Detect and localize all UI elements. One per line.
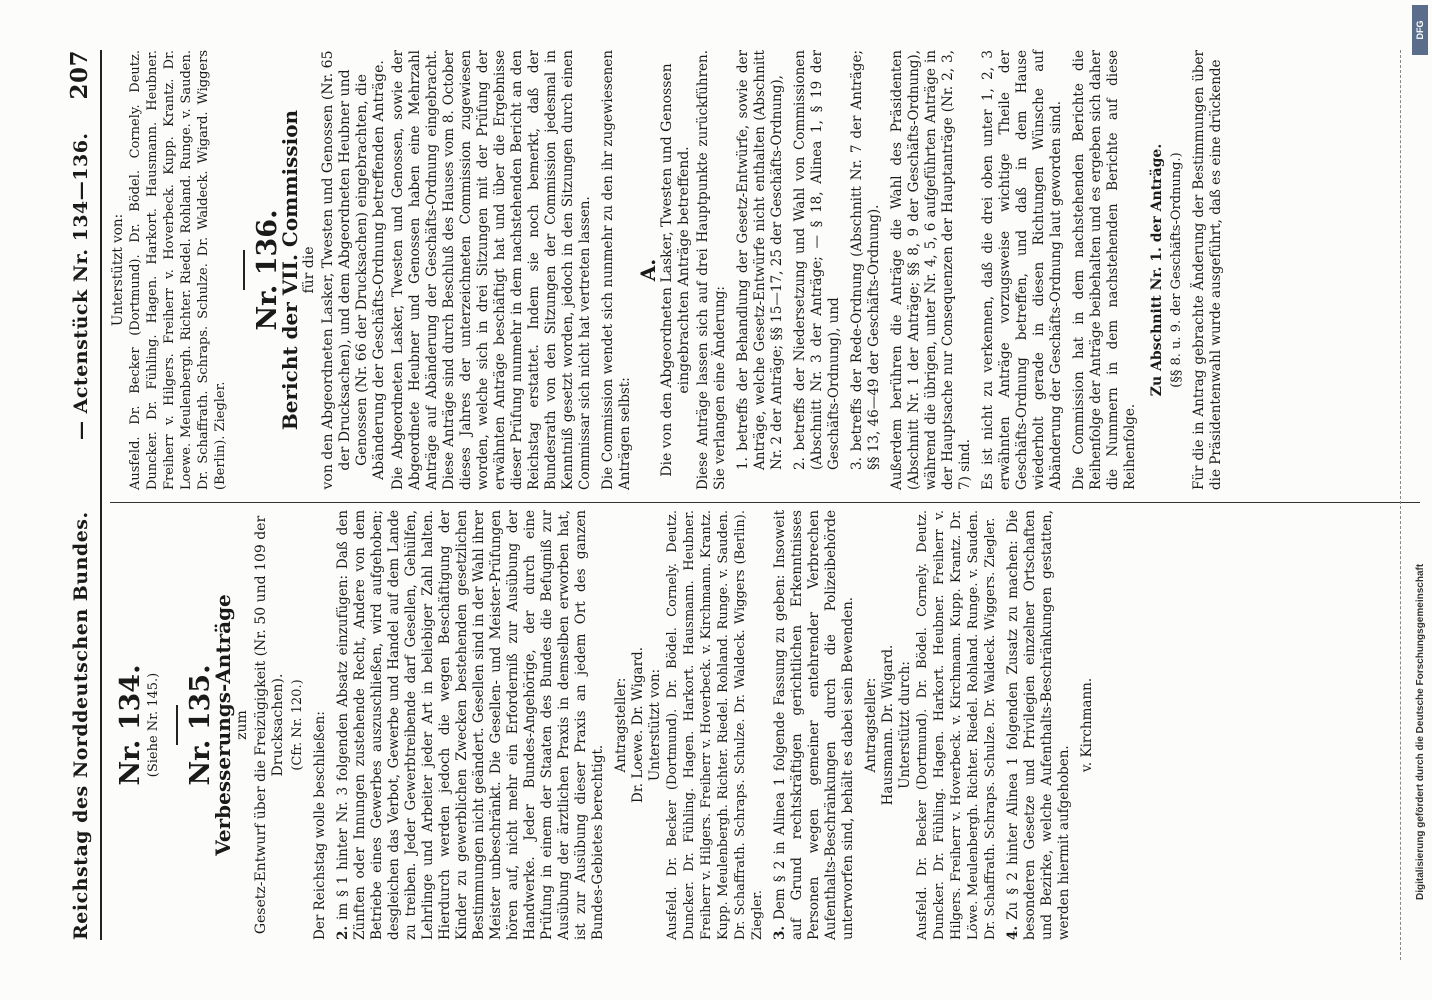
page-number: 207 (66, 50, 93, 100)
nr135-ref: (Cfr. Nr. 120.) (290, 679, 305, 771)
nr134-ref: (Siehe Nr. 145.) (146, 672, 161, 778)
nr136-subject: von den Abgeordneten Lasker, Twesten und Genossen (Nr. 65 der Drucksachen), und dem Abgeordneten Heubner und Genossen (Nr. 66 der Drucksachen) eingebrachten, die Abänderung der Geschäfts-Ordnung betreffenden Anträge. (320, 50, 387, 490)
support2-label: Unterstützt durch: (897, 661, 913, 789)
nr135-subject: Gesetz-Entwurf über die Freizügigkeit (Nr. 50 und 109 der Drucksachen). (253, 515, 286, 935)
section-heading: Zu Abschnitt Nr. 1. der Anträge. (1149, 143, 1165, 397)
section-a-title: Die von den Abgeordneten Lasker, Twesten und Genossen eingebrachten Anträge betreffend. (659, 63, 692, 477)
amendment-3-number: 3. (772, 925, 788, 940)
section-ref: (§§ 8. u. 9. der Geschäfts-Ordnung.) (1169, 152, 1184, 388)
nr134-heading: Nr. 134. (115, 664, 146, 786)
support1-label: Unterstützt von: (647, 668, 663, 782)
amendment-4-signature: v. Kirchmann. (1079, 677, 1095, 773)
amendment-3-text: Dem § 2 in Alinea 1 folgende Fassung zu geben: Insoweit auf Grund rechtskräftigen gerichtlichen Erkenntnisses Personen wegen gemeiner entehrender Verbrechen Aufenthalts-Beschränkungen durch die Polizeibehörde unterworfen sind, behält es dabei sein Bewenden. (772, 510, 856, 940)
digitization-note: Digitalisierung gefördert durch die Deutsche Forschungsgemeinschaft (1415, 563, 1426, 900)
nr136-paragraph-6: Die Commission hat in dem nachstehenden Berichte die Reihenfolge der Anträge beibehalten und es ergeben sich daher die Nummern in dem nachstehenden Berichte auf diese Reihenfolge. (1071, 50, 1138, 490)
nr135-intro: Der Reichstag wolle beschließen: (312, 711, 328, 940)
nr136-paragraph-3: Diese Anträge lassen sich auf drei Hauptpunkte zurückführen. Sie verlangen eine Änderung: (695, 50, 728, 490)
column-divider (110, 502, 1420, 503)
nr135-zur: zum (234, 710, 250, 740)
support1-names: Ausfeld. Dr. Becker (Dortmund). Dr. Bödel. Cornely. Deutz. Duncker. Dr. Fühling. Hagen. Harkort. Hausmann. Heubner. Freiherr v. Hilgers. Freiherr v. Hoverbeck. v. Kirchmann. Krantz. Kupp. Meulenbergh. Richter. Riedel. Rohland. Runge. v. Sauden. Dr. Schaffrath. Schraps. Schulze. Dr. Waldeck. Wiggers (Berlin). Ziegler. (665, 510, 765, 940)
dfg-logo: DFG (1412, 5, 1428, 55)
amendment-4-number: 4. (1005, 925, 1021, 940)
amendment-2-text: im § 1 hinter Nr. 3 folgenden Absatz einzufügen: Daß den Zünften oder Innungen zustehende Recht, Andere von dem Betriebe eines Gewerbes auszuschließen, wird aufgehoben; desgleichen das Verbot, Gewerbe und Handel auf dem Lande zu treiben. Jeder Gewerbtreibende darf Gesellen, Gehülfen, Lehrlinge und Arbeiter jeder Art in beliebiger Zahl halten. Hierdurch werden jedoch die wegen Beschäftigung der Kinder zu gewerblichen Zwecken bestehenden gesetzlichen Bestimmungen nicht geändert. Gesellen sind in der Wahl ihrer Meister unbeschränkt. Die Gesellen- und Meister-Prüfungen hören auf, nicht mehr ein Erforderniß zur Ausübung der Handwerke. Jeder Bundes-Angehörige, der durch eine Prüfung in einem der Staaten des Bundes die Befugniß zur Ausübung der ärztlichen Praxis in demselben erworben hat, ist zur Ausübung dieser Praxis an jedem Ort des ganzen Bundes-Gebietes berechtigt. (335, 510, 606, 940)
nr136-title: Bericht der VII. Commission (278, 109, 302, 431)
right-column (110, 50, 1231, 490)
header-right: — Actenstück Nr. 134—136. (70, 132, 92, 440)
nr136-paragraph-4: Außerdem berühren die Anträge die Wahl des Präsidenten (Abschnitt Nr. 1 der Anträge; §§ 8, 9 der Geschäfts-Ordnung), während die übrigen, unter Nr. 4, 5, 6 aufgeführten Anträge in der Hauptsache nur Consequenzen der Hauptanträge (Nr. 2, 3, 7) sind. (889, 50, 973, 490)
nr135-title: Verbesserungs-Anträge (211, 594, 235, 856)
nr136-fuer: für die (301, 246, 317, 294)
section-a-letter: A. (636, 258, 660, 282)
nr135-heading: Nr. 135. (185, 664, 216, 786)
col2-support-names: Ausfeld. Dr. Becker (Dortmund). Dr. Bödel. Cornely. Deutz. Duncker. Dr. Fühling. Hagen. Harkort. Hausmann. Heubner. Freiherr v. Hilgers. Freiherr v. Hoverbeck. Kupp. Krantz. Dr. Loewe. Meulenbergh. Richter. Riedel. Rohland. Runge. v. Sauden. Dr. Schaffrath. Schraps. Schulze. Dr. Waldeck. Wigard. Wiggers (Berlin). Ziegler. (128, 50, 228, 490)
amendment-4-text: Zu § 2 hinter Alinea 1 folgenden Zusatz zu machen: Die besonderen Gesetze und Privilegien einzelner Ortschaften und Bezirke, welche Aufenthalts-Beschränkungen gestatten, werden hiermit aufgehoben. (1005, 510, 1072, 940)
list-item-1: 1. betreffs der Behandlung der Gesetz-Entwürfe, sowie der Anträge, welche Gesetz-Entwürfe nicht enthalten (Abschnitt Nr. 2 der Anträge; §§ 15—17, 25 der Geschäfts-Ordnung), (735, 50, 785, 470)
amendment-2 (335, 510, 607, 940)
antrag2-names: Hausmann. Dr. Wigard. (880, 644, 896, 806)
nr136-heading: Nr. 136. (252, 209, 283, 331)
antrag1-names: Dr. Loewe. Dr. Wigard. (630, 647, 646, 803)
antrag1-label: Antragsteller: (613, 677, 629, 773)
page-header (60, 50, 100, 940)
header-rule (100, 50, 102, 940)
separator (176, 705, 178, 745)
list-item-2: 2. betreffs der Niedersetzung und Wahl von Commissionen (Abschnitt Nr. 3 der Anträge; — § 18, Alinea 1, § 19 der Geschäfts-Ordnung), und (792, 50, 842, 470)
nr136-paragraph-2: Die Commission wendet sich nunmehr zu den ihr zugewiesenen Anträgen selbst: (600, 50, 633, 490)
list-item-3: 3. betreffs der Rede-Ordnung (Abschnitt Nr. 7 der Anträge; §§ 13, 46—49 der Geschäfts-Ordnung). (849, 50, 882, 470)
antrag2-label: Antragsteller: (863, 677, 879, 773)
separator (243, 250, 245, 290)
header-left: Reichstag des Norddeutschen Bundes. (70, 511, 92, 940)
left-column (110, 510, 1096, 940)
amendment-3 (772, 510, 857, 940)
nr136-paragraph-7: Für die in Antrag gebrachte Änderung der Bestimmungen über die Präsidentenwahl wurde ausgeführt, daß es eine drückende (1191, 50, 1224, 490)
bottom-margin-rule (1400, 50, 1402, 960)
amendment-4 (1005, 510, 1073, 940)
col2-support-label: Unterstützt von: (110, 213, 126, 327)
nr136-paragraph-1: Die Abgeordneten Lasker, Twesten und Genossen, sowie der Abgeordnete Heubner und Genossen haben eine Mehrzahl Anträge auf Abänderung der Geschäfts-Ordnung eingebracht. Diese Anträge sind durch Beschluß des Hauses vom 8. October dieses Jahres der unterzeichneten Commission zugewiesen worden, welche sich in drei Sitzungen mit der Prüfung der erwähnten Anträge beschäftigt hat und über die Ergebnisse dieser Prüfung nunmehr in dem nachstehenden Bericht an den Reichstag erstattet. Indem sie noch bemerkt, daß der Bundesrath von den Sitzungen der Commission jedesmal in Kenntniß gesetzt worden, jedoch in den Sitzungen durch einen Commissar sich nicht hat vertreten lassen. (390, 50, 593, 490)
nr136-paragraph-5: Es ist nicht zu verkennen, daß die drei oben unter 1, 2, 3 erwähnten Anträge vorzugsweise wichtige Theile der Geschäfts-Ordnung betreffen, und daß in dem Hause wiederholt gerade in diesen Richtungen Wünsche auf Abänderung der Geschäfts-Ordnung laut geworden sind. (980, 50, 1064, 490)
amendment-2-number: 2. (335, 925, 351, 940)
support2-names: Ausfeld. Dr. Becker (Dortmund). Dr. Bödel. Cornely. Deutz. Duncker. Dr. Fühling. Hagen. Harkort. Heubner. Freiherr v. Hilgers. Freiherr v. Hoverbeck. v. Kirchmann. Kupp. Krantz. Dr. Löwe. Meulenbergh. Richter. Riedel. Rohland. Runge. v. Sauden. Dr. Schaffrath. Schraps. Schulze. Dr. Waldeck. Wiggers. Ziegler. (915, 510, 998, 940)
